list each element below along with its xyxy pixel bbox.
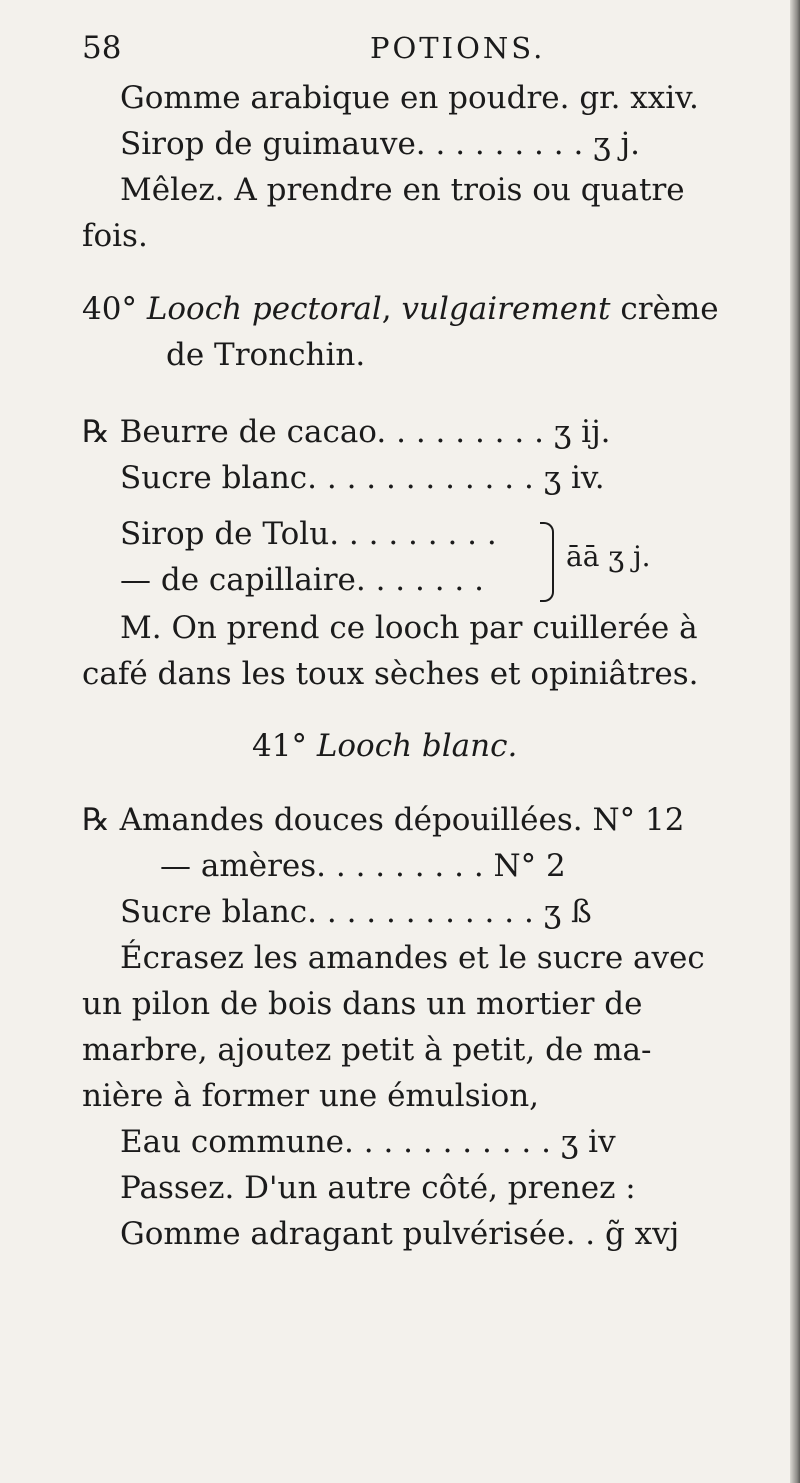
text-line: de Tronchin.	[166, 337, 366, 373]
ingredient-line: — amères. . . . . . . . . N° 2	[160, 848, 566, 884]
ingredient-line: Sucre blanc. . . . . . . . . . . . ʒ iv.	[120, 460, 605, 496]
text-line: café dans les toux sèches et opiniâtres.	[82, 656, 699, 692]
recipe-heading	[82, 289, 719, 329]
recipe-number: 41°	[252, 728, 307, 764]
text-line: M. On prend ce looch par cuillerée à	[120, 610, 698, 646]
text-line: nière à former une émulsion,	[82, 1078, 540, 1114]
ingredient-line: ℞ Amandes douces dépouillées. N° 12	[82, 802, 685, 838]
text-line: un pilon de bois dans un mortier de	[82, 986, 643, 1022]
recipe-title: Looch blanc.	[316, 728, 518, 764]
grouping-brace	[540, 522, 554, 602]
page-edge-shadow	[790, 0, 800, 1483]
ingredient-line: Eau commune. . . . . . . . . . . ʒ iv	[120, 1124, 616, 1160]
text-line: marbre, ajoutez petit à petit, de ma-	[82, 1032, 652, 1068]
dose-each: āā ʒ j.	[566, 540, 651, 573]
ingredient-line: Sucre blanc. . . . . . . . . . . . ʒ ß	[120, 894, 592, 930]
recipe-subtitle: crème	[620, 291, 719, 327]
text-line: Écrasez les amandes et le sucre avec	[120, 940, 705, 976]
ingredient-line: Sirop de Tolu. . . . . . . . .	[120, 516, 497, 552]
ingredient-line: Gomme adragant pulvérisée. . g̃ xvj	[120, 1216, 680, 1252]
recipe-number: 40°	[82, 291, 137, 327]
recipe-title-comma: ,	[381, 291, 392, 327]
ingredient-line: — de capillaire. . . . . . .	[120, 562, 484, 598]
text-line: fois.	[82, 218, 148, 254]
text-line: Sirop de guimauve. . . . . . . . . ʒ j.	[120, 126, 640, 162]
text-line: Gomme arabique en poudre. gr. xxiv.	[120, 80, 699, 116]
recipe-title: Looch pectoral	[146, 291, 382, 327]
running-head: POTIONS.	[370, 31, 546, 65]
page-number: 58	[82, 30, 122, 66]
text-line: Mêlez. A prendre en trois ou quatre	[120, 172, 685, 208]
recipe-heading	[252, 726, 517, 766]
recipe-subtitle-italic: vulgairement	[401, 291, 611, 327]
text-line: Passez. D'un autre côté, prenez :	[120, 1170, 636, 1206]
ingredient-line: ℞ Beurre de cacao. . . . . . . . . ʒ ij.	[82, 414, 611, 450]
